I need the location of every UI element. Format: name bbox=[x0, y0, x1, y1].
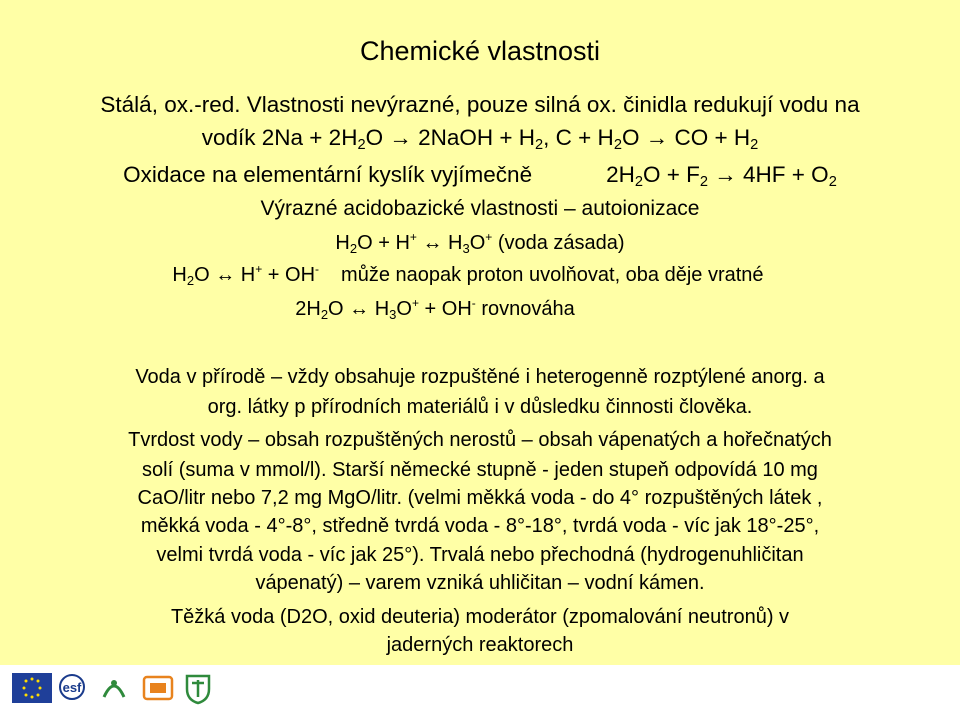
paragraph-2-line-5: velmi tvrdá voda - víc jak 25°). Trvalá nebo přechodná (hydrogenuhličitan bbox=[156, 544, 804, 566]
eq-part: O → 2NaOH + H bbox=[365, 125, 536, 150]
text-line-4: Výrazné acidobazické vlastnosti – autoionizace bbox=[260, 197, 700, 220]
esf-logo-icon bbox=[54, 673, 90, 703]
eq-part: + OH bbox=[262, 264, 316, 286]
eq-part: může naopak proton uvolňovat, oba děje vratné bbox=[341, 264, 764, 286]
paragraph-2-line-4: měkká voda - 4°-8°, středně tvrdá voda - 8°-18°, tvrdá voda - víc jak 18°-25°, bbox=[140, 515, 820, 537]
slide-title: Chemické vlastnosti bbox=[359, 36, 601, 66]
subscript: 2 bbox=[535, 137, 544, 153]
subscript: 2 bbox=[320, 307, 329, 322]
superscript: + bbox=[255, 262, 263, 276]
paragraph-1-line-2: org. látky p přírodních materiálů i v důsledku činnosti člověka. bbox=[207, 396, 753, 418]
eq-part: O ↔ H bbox=[328, 298, 390, 320]
footer-logos bbox=[0, 665, 960, 716]
subscript: 2 bbox=[349, 241, 358, 256]
eq-part: 2H bbox=[295, 298, 321, 320]
esf-logo-text: esf bbox=[62, 680, 82, 695]
subscript: 3 bbox=[462, 241, 470, 256]
university-crest-icon bbox=[184, 673, 212, 705]
paragraph-1-line-1: Voda v přírodě – vždy obsahuje rozpuštěné i heterogenně rozptýlené anorg. a bbox=[135, 366, 825, 388]
eq-part: H bbox=[335, 232, 350, 254]
paragraph-2-line-2: solí (suma v mmol/l). Starší německé stupně - jeden stupeň odpovídá 10 mg bbox=[142, 459, 818, 481]
subscript: 2 bbox=[699, 174, 709, 190]
eu-flag-icon bbox=[12, 673, 52, 703]
eq-part: + OH bbox=[418, 298, 472, 320]
text-line-3 bbox=[0, 160, 960, 190]
subscript: 2 bbox=[357, 137, 366, 153]
text-line-2 bbox=[0, 123, 960, 153]
op-logo-icon bbox=[140, 673, 176, 703]
eq-part: O bbox=[469, 232, 486, 254]
superscript: - bbox=[471, 296, 476, 310]
eq-part: , C + H bbox=[543, 125, 614, 150]
superscript: + bbox=[411, 296, 419, 310]
eq-part: → 4HF + O bbox=[708, 162, 829, 187]
superscript: + bbox=[485, 230, 493, 244]
eq-part: 2H bbox=[606, 162, 635, 187]
paragraph-2-line-1: Tvrdost vody – obsah rozpuštěných nerostů – obsah vápenatých a hořečnatých bbox=[128, 429, 832, 451]
eq-part: rovnováha bbox=[475, 298, 575, 320]
eq-part: ↔ H bbox=[416, 232, 463, 254]
text-line-1: Stálá, ox.-red. Vlastnosti nevýrazné, pouze silná ox. činidla redukují vodu na bbox=[100, 92, 860, 117]
paragraph-2-line-6: vápenatý) – varem vzniká uhličitan – vodní kámen. bbox=[255, 572, 705, 594]
eq-part: O → CO + H bbox=[621, 125, 751, 150]
text-line-6 bbox=[0, 260, 948, 290]
eq-part: O bbox=[396, 298, 412, 320]
eq-part: O ↔ H bbox=[194, 264, 256, 286]
paragraph-3-line-2: jaderných reaktorech bbox=[386, 634, 574, 656]
superscript: - bbox=[315, 262, 320, 276]
subscript: 2 bbox=[634, 174, 643, 190]
eq-part: O + F bbox=[643, 162, 700, 187]
eq-part: Oxidace na elementární kyslík vyjímečně bbox=[123, 162, 533, 187]
superscript: + bbox=[409, 230, 417, 244]
text-line-5 bbox=[0, 228, 960, 258]
paragraph-2-line-3: CaO/litr nebo 7,2 mg MgO/litr. (velmi měkká voda - do 4° rozpuštěných látek , bbox=[137, 487, 823, 509]
paragraph-3-line-1: Těžká voda (D2O, oxid deuteria) moderátor (zpomalování neutronů) v bbox=[170, 606, 790, 628]
eq-part: O + H bbox=[357, 232, 410, 254]
subscript: 2 bbox=[828, 174, 837, 190]
subscript: 3 bbox=[389, 307, 397, 322]
ministry-logo-icon bbox=[98, 673, 130, 703]
eq-part: H bbox=[172, 264, 187, 286]
subscript: 2 bbox=[613, 137, 622, 153]
eq-part: (voda zásada) bbox=[492, 232, 625, 254]
eq-part: vodík 2Na + 2H bbox=[201, 125, 358, 150]
subscript: 2 bbox=[750, 137, 759, 153]
subscript: 2 bbox=[186, 273, 195, 288]
text-line-7 bbox=[0, 294, 915, 324]
